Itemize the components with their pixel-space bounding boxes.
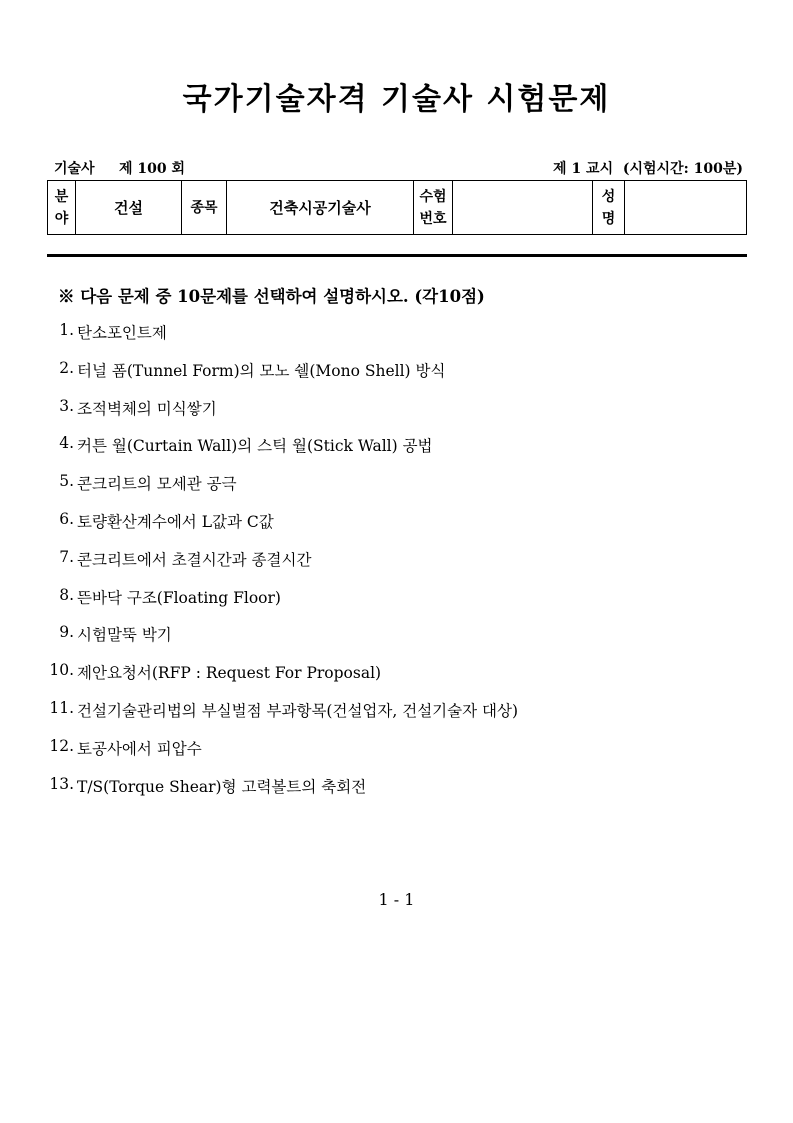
question-text: 제안요청서(RFP : Request For Proposal) xyxy=(77,664,382,683)
divider xyxy=(47,254,747,257)
info-table xyxy=(47,180,747,235)
name-field[interactable] xyxy=(625,181,747,235)
question-item xyxy=(44,510,518,548)
question-text: 커튼 월(Curtain Wall)의 스틱 월(Stick Wall) 공법 xyxy=(77,437,433,456)
question-item xyxy=(44,472,518,510)
question-number: 11. xyxy=(49,698,74,717)
category-label: 종목 xyxy=(182,181,227,235)
question-number: 9. xyxy=(59,623,74,642)
question-number: 1. xyxy=(59,321,74,339)
question-number: 5. xyxy=(59,472,74,491)
question-number: 7. xyxy=(59,547,74,566)
question-text: 토량환산계수에서 L값과 C값 xyxy=(77,512,274,531)
question-item xyxy=(44,359,518,397)
question-text: 시험말뚝 박기 xyxy=(77,626,172,645)
question-item xyxy=(44,321,518,359)
question-text: 콘크리트의 모세관 공극 xyxy=(77,475,237,494)
question-text: 뜬바닥 구조(Floating Floor) xyxy=(77,588,281,607)
name-label: 성 명 xyxy=(593,181,625,235)
question-item xyxy=(44,586,518,624)
question-text: 콘크리트에서 초결시간과 종결시간 xyxy=(77,550,312,569)
question-item xyxy=(44,737,518,775)
category-value: 건축시공기술사 xyxy=(227,181,414,235)
field-value: 건설 xyxy=(76,181,182,235)
question-item xyxy=(44,397,518,435)
question-text: 탄소포인트제 xyxy=(77,324,167,342)
question-item xyxy=(44,661,518,699)
exam-round: 기술사 제 100 회 xyxy=(54,161,185,177)
field-label: 분 야 xyxy=(48,181,76,235)
question-text: T/S(Torque Shear)형 고력볼트의 축회전 xyxy=(77,777,367,796)
question-item xyxy=(44,775,518,813)
question-list xyxy=(44,321,518,812)
exam-number-label: 수험 번호 xyxy=(414,181,453,235)
question-number: 3. xyxy=(59,396,74,415)
question-number: 12. xyxy=(49,736,74,755)
exam-session: 제 1 교시 (시험시간: 100분) xyxy=(553,161,743,177)
page-title: 국가기술자격 기술사 시험문제 xyxy=(182,82,611,117)
question-item xyxy=(44,699,518,737)
instruction: ※ 다음 문제 중 10문제를 선택하여 설명하시오. (각10점) xyxy=(58,287,485,306)
question-item xyxy=(44,434,518,472)
question-number: 10. xyxy=(49,661,74,680)
question-item xyxy=(44,548,518,586)
question-text: 토공사에서 피압수 xyxy=(77,739,202,758)
question-text: 터널 폼(Tunnel Form)의 모노 쉘(Mono Shell) 방식 xyxy=(77,361,446,380)
page-number: 1 - 1 xyxy=(378,890,415,909)
question-number: 6. xyxy=(59,509,74,528)
exam-number-field[interactable] xyxy=(453,181,593,235)
question-text: 건설기술관리법의 부실벌점 부과항목(건설업자, 건설기술자 대상) xyxy=(77,701,519,720)
question-number: 4. xyxy=(59,434,74,453)
question-number: 13. xyxy=(49,774,74,793)
question-number: 8. xyxy=(59,585,74,604)
question-text: 조적벽체의 미식쌓기 xyxy=(77,399,217,418)
question-item xyxy=(44,623,518,661)
question-number: 2. xyxy=(59,358,74,377)
